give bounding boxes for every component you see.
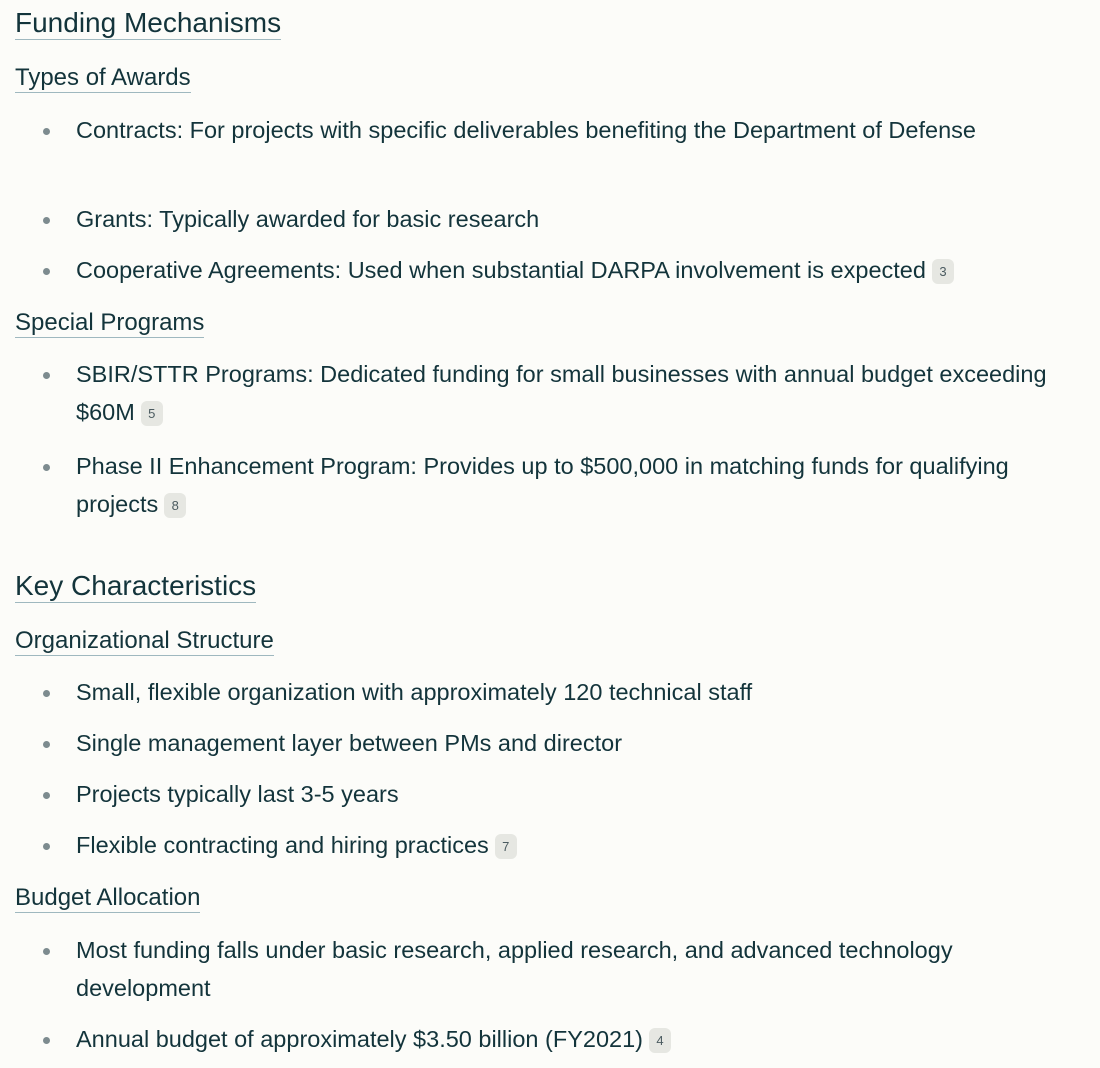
citation-badge[interactable]: 7 — [495, 834, 517, 859]
list-item-text: Contracts: For projects with specific deliverables benefiting the Department of Defense — [76, 117, 976, 143]
citation-badge[interactable]: 8 — [164, 493, 186, 518]
subsection-budget-allocation — [15, 883, 1090, 913]
list-item-text: Phase II Enhancement Program: Provides up to $500,000 in matching funds for qualifying projects — [76, 453, 1009, 517]
list-item-text: Most funding falls under basic research, applied research, and advanced technology development — [76, 937, 953, 1001]
section-funding-mechanisms — [15, 6, 1090, 40]
org-structure-list-4 — [15, 826, 1090, 864]
list-item-text: Grants: Typically awarded for basic research — [76, 206, 540, 232]
list-item — [15, 355, 1090, 431]
types-of-awards-list-cont — [15, 200, 1090, 238]
subsection-organizational-structure — [15, 626, 1090, 656]
subsection-types-of-awards — [15, 63, 1090, 93]
list-item-text: Flexible contracting and hiring practices — [76, 832, 489, 858]
section-heading: Key Characteristics — [15, 570, 257, 601]
list-item — [15, 724, 1090, 762]
org-structure-list-1 — [15, 673, 1090, 711]
section-heading: Funding Mechanisms — [15, 7, 282, 38]
list-item-text: Projects typically last 3-5 years — [76, 781, 399, 807]
list-item — [15, 1020, 1090, 1058]
list-item-text: SBIR/STTR Programs: Dedicated funding for small businesses with annual budget exceeding $60M — [76, 361, 1047, 425]
budget-allocation-list-1 — [15, 931, 1090, 1007]
list-item — [15, 775, 1090, 813]
subsection-heading: Organizational Structure — [15, 627, 274, 654]
list-item-text: Single management layer between PMs and director — [76, 730, 623, 756]
list-item — [15, 251, 1090, 289]
subsection-heading: Special Programs — [15, 309, 205, 336]
list-item-text: Annual budget of approximately $3.50 billion (FY2021) — [76, 1026, 643, 1052]
list-item-text: Small, flexible organization with approximately 120 technical staff — [76, 679, 753, 705]
org-structure-list-2 — [15, 724, 1090, 762]
special-programs-list-cont — [15, 447, 1090, 523]
list-item — [15, 826, 1090, 864]
special-programs-list — [15, 355, 1090, 431]
subsection-heading: Types of Awards — [15, 64, 191, 91]
list-item-text: Cooperative Agreements: Used when substantial DARPA involvement is expected — [76, 257, 926, 283]
list-item — [15, 931, 1090, 1007]
citation-badge[interactable]: 4 — [649, 1028, 671, 1053]
section-key-characteristics — [15, 569, 1090, 603]
citation-badge[interactable]: 3 — [932, 259, 954, 284]
list-item — [15, 673, 1090, 711]
list-item — [15, 111, 1090, 149]
subsection-heading: Budget Allocation — [15, 884, 201, 911]
subsection-special-programs — [15, 308, 1090, 338]
citation-badge[interactable]: 5 — [141, 401, 163, 426]
budget-allocation-list-2 — [15, 1020, 1090, 1058]
list-item — [15, 200, 1090, 238]
list-item — [15, 447, 1090, 523]
org-structure-list-3 — [15, 775, 1090, 813]
types-of-awards-list-cont2 — [15, 251, 1090, 289]
types-of-awards-list — [15, 111, 1090, 149]
